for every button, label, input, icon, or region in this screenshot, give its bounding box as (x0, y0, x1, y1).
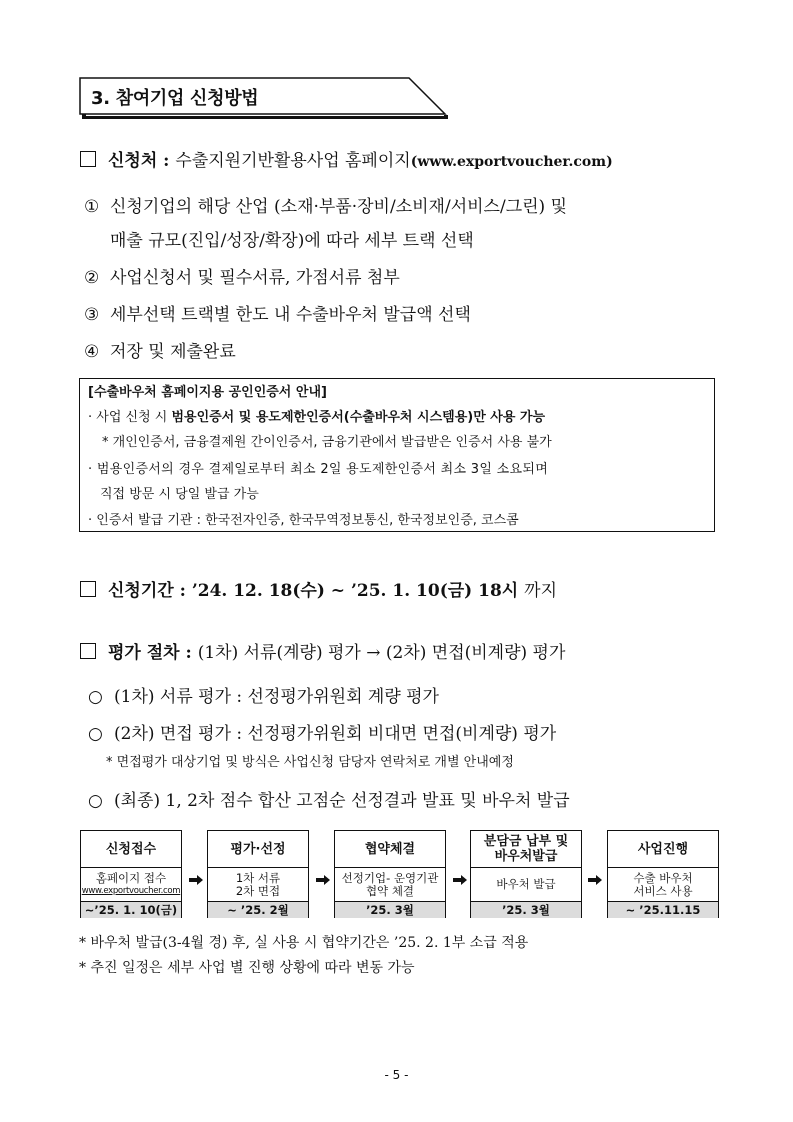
arrow-right-icon (588, 875, 602, 885)
notice-line-3: · 범용인증서의 경우 결제일로부터 최소 2일 용도제한인증서 최소 3일 소요되며 (88, 462, 549, 477)
step-2 (84, 263, 400, 288)
evaluation-line (80, 638, 565, 663)
flow-step-head: 분담금 납부 및 바우처발급 (471, 831, 581, 868)
flow-step-head: 신청접수 (81, 831, 181, 868)
evaluation-item-2 (88, 719, 556, 744)
period-label: 신청기간 (108, 581, 174, 601)
arrow-right-icon (316, 875, 330, 885)
step-3 (84, 300, 471, 325)
step-3-mark: ③ (84, 305, 100, 325)
evaluation-item-2-text: (2차) 면접 평가 : 선정평가위원회 비대면 면접(비계량) 평가 (114, 724, 557, 744)
notice-line-1-bold: 범용인증서 및 용도제한인증서(수출바우처 시스템용)만 사용 가능 (171, 410, 546, 425)
flow-step-body-1: 선정기업- 운영기관 (341, 870, 439, 885)
flow-step-date: ~’25. 1. 10(금) (81, 901, 181, 918)
evaluation-value: (1차) 서류(계량) 평가 → (2차) 면접(비계량) 평가 (197, 643, 566, 663)
flow-step-head: 사업진행 (608, 831, 718, 868)
evaluation-item-3-text: (최종) 1, 2차 점수 합산 고점순 선정결과 발표 및 바우처 발급 (114, 791, 570, 811)
footnote-1: * 바우처 발급(3-4월 경) 후, 실 사용 시 협약기간은 ’25. 2. 1부 소급 적용 (79, 935, 529, 951)
circle-bullet-icon: ○ (88, 687, 103, 707)
flow-step-head: 협약체결 (335, 831, 445, 868)
notice-line-5: · 인증서 발급 기관 : 한국전자인증, 한국무역정보통신, 한국정보인증, 코스콤 (88, 513, 519, 528)
circle-bullet-icon: ○ (88, 791, 103, 811)
section-title: 3. 참여기업 신청방법 (91, 88, 259, 109)
flow-step-date: ~ ’25.11.15 (608, 901, 718, 918)
flow-step-evaluation (207, 830, 309, 918)
period-suffix: 까지 (524, 581, 557, 601)
step-4 (84, 337, 236, 362)
flow-step-progress (607, 830, 719, 918)
flow-step-body-2: 협약 체결 (365, 883, 415, 898)
evaluation-note: * 면접평가 대상기업 및 방식은 사업신청 담당자 연락처로 개별 안내예정 (106, 755, 514, 770)
flow-step-date: ’25. 3월 (471, 901, 581, 918)
notice-title: [수출바우처 홈페이지용 공인인증서 안내] (88, 385, 327, 400)
certificate-notice-box (79, 378, 715, 532)
apply-where-url: (www.exportvoucher.com) (410, 154, 613, 170)
apply-where-label: 신청처 : (108, 151, 176, 171)
step-3-text: 세부선택 트랙별 한도 내 수출바우처 발급액 선택 (110, 305, 471, 325)
step-4-text: 저장 및 제출완료 (110, 342, 236, 362)
checkbox-icon (80, 581, 96, 597)
flow-step-date: ’25. 3월 (335, 901, 445, 918)
flow-step-body-1: 수출 바우처 (633, 870, 693, 885)
flow-step-body-2: 서비스 사용 (633, 883, 693, 898)
flow-step-body-2: 2차 면접 (235, 883, 281, 898)
checkbox-icon (80, 643, 96, 659)
step-2-mark: ② (84, 268, 100, 288)
step-2-text: 사업신청서 및 필수서류, 가점서류 첨부 (110, 268, 400, 288)
period-value: : ’24. 12. 18(수) ~ ’25. 1. 10(금) 18시 (173, 581, 525, 601)
flow-step-head: 평가·선정 (208, 831, 308, 868)
evaluation-item-1 (88, 682, 439, 707)
notice-line-1-pre: · 사업 신청 시 (88, 410, 172, 425)
page-number: - 5 - (384, 1068, 409, 1082)
apply-where-line (80, 146, 613, 171)
step-1 (84, 192, 567, 217)
flow-step-body-1: 1차 서류 (235, 870, 281, 885)
evaluation-label: 평가 절차 : (108, 643, 198, 663)
arrow-right-icon (453, 875, 467, 885)
evaluation-item-3 (88, 786, 570, 811)
step-1-text: 신청기업의 해당 산업 (소재·부품·장비/소비재/서비스/그린) 및 (110, 197, 567, 217)
flow-step-date: ~ ’25. 2월 (208, 901, 308, 918)
notice-line-2: * 개인인증서, 금융결제원 간이인증서, 금융기관에서 발급받은 인증서 사용 불가 (102, 435, 552, 450)
flow-step-agreement (334, 830, 446, 918)
evaluation-item-1-text: (1차) 서류 평가 : 선정평가위원회 계량 평가 (114, 687, 439, 707)
period-line (80, 576, 557, 601)
section-header (79, 77, 447, 117)
flow-step-body-1: 바우처 발급 (496, 877, 556, 891)
circle-bullet-icon: ○ (88, 724, 103, 744)
arrow-right-icon (189, 875, 203, 885)
checkbox-icon (80, 151, 96, 167)
flow-step-apply (80, 830, 182, 918)
footnote-2: * 추진 일정은 세부 사업 별 진행 상황에 따라 변동 가능 (79, 960, 415, 976)
step-4-mark: ④ (84, 342, 100, 362)
notice-line-4: 직접 방문 시 당일 발급 가능 (100, 487, 259, 502)
step-1-mark: ① (84, 197, 100, 217)
flow-step-voucher-issue (470, 830, 582, 918)
notice-line-1 (88, 406, 545, 425)
flow-step-url: www.exportvoucher.com (81, 885, 181, 896)
apply-where-value: 수출지원기반활용사업 홈페이지 (175, 151, 411, 171)
step-1-cont: 매출 규모(진입/성장/확장)에 따라 세부 트랙 선택 (110, 231, 474, 251)
flow-step-body-1: 홈페이지 접수 (95, 870, 167, 885)
